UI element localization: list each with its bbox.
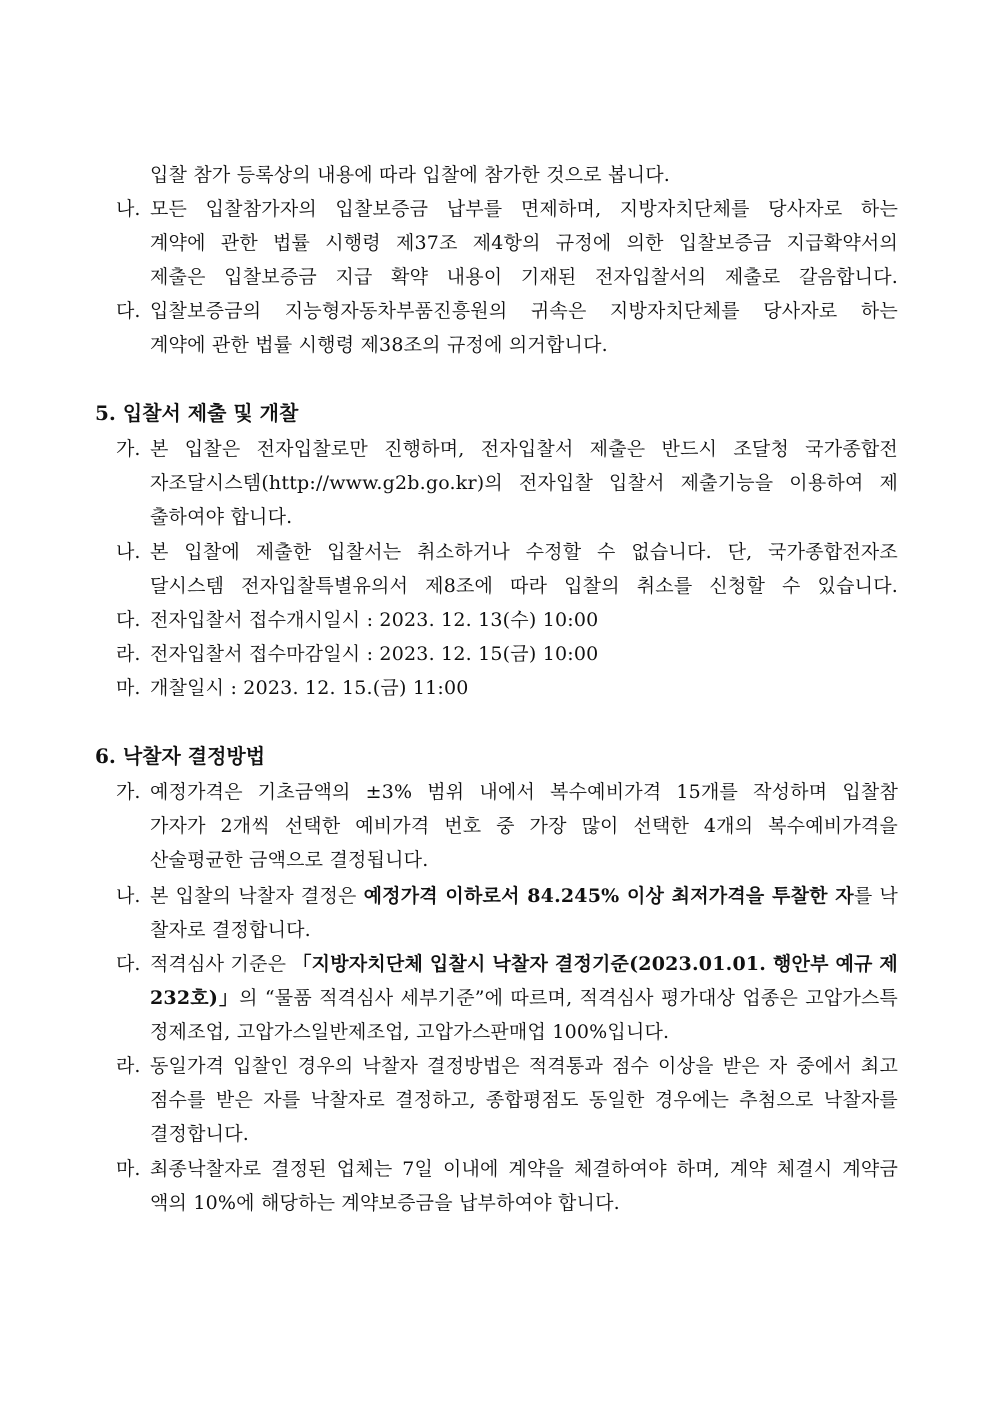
text-run: 본 입찰의 낙찰자 결정은 — [150, 885, 364, 907]
item-marker: 나. — [116, 198, 141, 220]
item-marker: 라. — [116, 1055, 141, 1077]
paragraph-line: 최종낙찰자로 결정된 업체는 7일 이내에 계약을 체결하여야 하며, 계약 체결시 계약금 — [150, 1158, 898, 1180]
paragraph-line: 출하여야 합니다. — [150, 506, 293, 528]
item-marker: 다. — [116, 609, 141, 631]
paragraph-line: 동일가격 입찰인 경우의 낙찰자 결정방법은 적격통과 점수 이상을 받은 자 중에서 최고 — [150, 1055, 898, 1077]
paragraph-line: 정제조업, 고압가스일반제조업, 고압가스판매업 100%입니다. — [150, 1021, 670, 1043]
paragraph-line: 액의 10%에 해당하는 계약보증금을 납부하여야 합니다. — [150, 1192, 620, 1214]
emphasis-text: 예정가격 이하로서 84.245% 이상 최저가격을 투찰한 자 — [363, 885, 854, 907]
item-marker: 다. — [116, 300, 141, 322]
paragraph-line: 달시스템 전자입찰특별유의서 제8조에 따라 입찰의 취소를 신청할 수 있습니다. — [150, 575, 898, 597]
paragraph-line: 모든 입찰참가자의 입찰보증금 납부를 면제하며, 지방자치단체를 당사자로 하는 — [150, 198, 898, 220]
item-marker: 마. — [116, 1158, 141, 1180]
paragraph-line: 입찰보증금의 지능형자동차부품진흥원의 귀속은 지방자치단체를 당사자로 하는 — [150, 300, 898, 322]
section-heading: 6. 낙찰자 결정방법 — [95, 744, 266, 768]
paragraph-line — [150, 879, 898, 913]
paragraph-line: 본 입찰은 전자입찰로만 진행하며, 전자입찰서 제출은 반드시 조달청 국가종합전 — [150, 438, 898, 460]
item-marker: 나. — [116, 885, 141, 907]
paragraph-line: 예정가격은 기초금액의 ±3% 범위 내에서 복수예비가격 15개를 작성하며 입찰참 — [150, 781, 898, 803]
paragraph-line: 계약에 관한 법률 시행령 제38조의 규정에 의거합니다. — [150, 334, 608, 356]
paragraph-line: 본 입찰에 제출한 입찰서는 취소하거나 수정할 수 없습니다. 단, 국가종합전자조 — [150, 541, 898, 563]
section-heading: 5. 입찰서 제출 및 개찰 — [95, 401, 299, 425]
emphasis-text: 「지방자치단체 입찰시 낙찰자 결정기준(2023.01.01. 행안부 예규 제 — [292, 953, 898, 975]
paragraph-line: 제출은 입찰보증금 지급 확약 내용이 기재된 전자입찰서의 제출로 갈음합니다. — [150, 266, 898, 288]
item-marker: 라. — [116, 643, 141, 665]
paragraph-line: 가자가 2개씩 선택한 예비가격 번호 중 가장 많이 선택한 4개의 복수예비가격을 — [150, 815, 898, 837]
item-marker: 마. — [116, 677, 141, 699]
paragraph-line: 자조달시스템(http://www.g2b.go.kr)의 전자입찰 입찰서 제출기능을 이용하여 제 — [150, 472, 898, 494]
paragraph-line — [150, 981, 898, 1015]
paragraph-line: 계약에 관한 법률 시행령 제37조 제4항의 규정에 의한 입찰보증금 지급확약서의 — [150, 232, 898, 254]
paragraph-line: 결정합니다. — [150, 1123, 250, 1145]
emphasis-text: 232호)」 — [150, 987, 240, 1009]
paragraph-line: 찰자로 결정합니다. — [150, 919, 311, 941]
paragraph-line: 산술평균한 금액으로 결정됩니다. — [150, 849, 429, 871]
paragraph-line: 개찰일시 : 2023. 12. 15.(금) 11:00 — [150, 677, 469, 699]
paragraph-line: 입찰 참가 등록상의 내용에 따라 입찰에 참가한 것으로 봅니다. — [150, 164, 671, 186]
paragraph-line — [150, 947, 898, 981]
text-run: 적격심사 기준은 — [150, 953, 293, 975]
item-marker: 나. — [116, 541, 141, 563]
paragraph-line: 전자입찰서 접수마감일시 : 2023. 12. 15(금) 10:00 — [150, 643, 599, 665]
item-marker: 가. — [116, 781, 141, 803]
item-marker: 가. — [116, 438, 141, 460]
text-run: 를 낙 — [853, 885, 898, 907]
paragraph-line: 점수를 받은 자를 낙찰자로 결정하고, 종합평점도 동일한 경우에는 추첨으로 낙찰자를 — [150, 1089, 898, 1111]
item-marker: 다. — [116, 953, 141, 975]
paragraph-line: 전자입찰서 접수개시일시 : 2023. 12. 13(수) 10:00 — [150, 609, 599, 631]
text-run: 의 “물품 적격심사 세부기준”에 따르며, 적격심사 평가대상 업종은 고압가스특 — [239, 987, 898, 1009]
